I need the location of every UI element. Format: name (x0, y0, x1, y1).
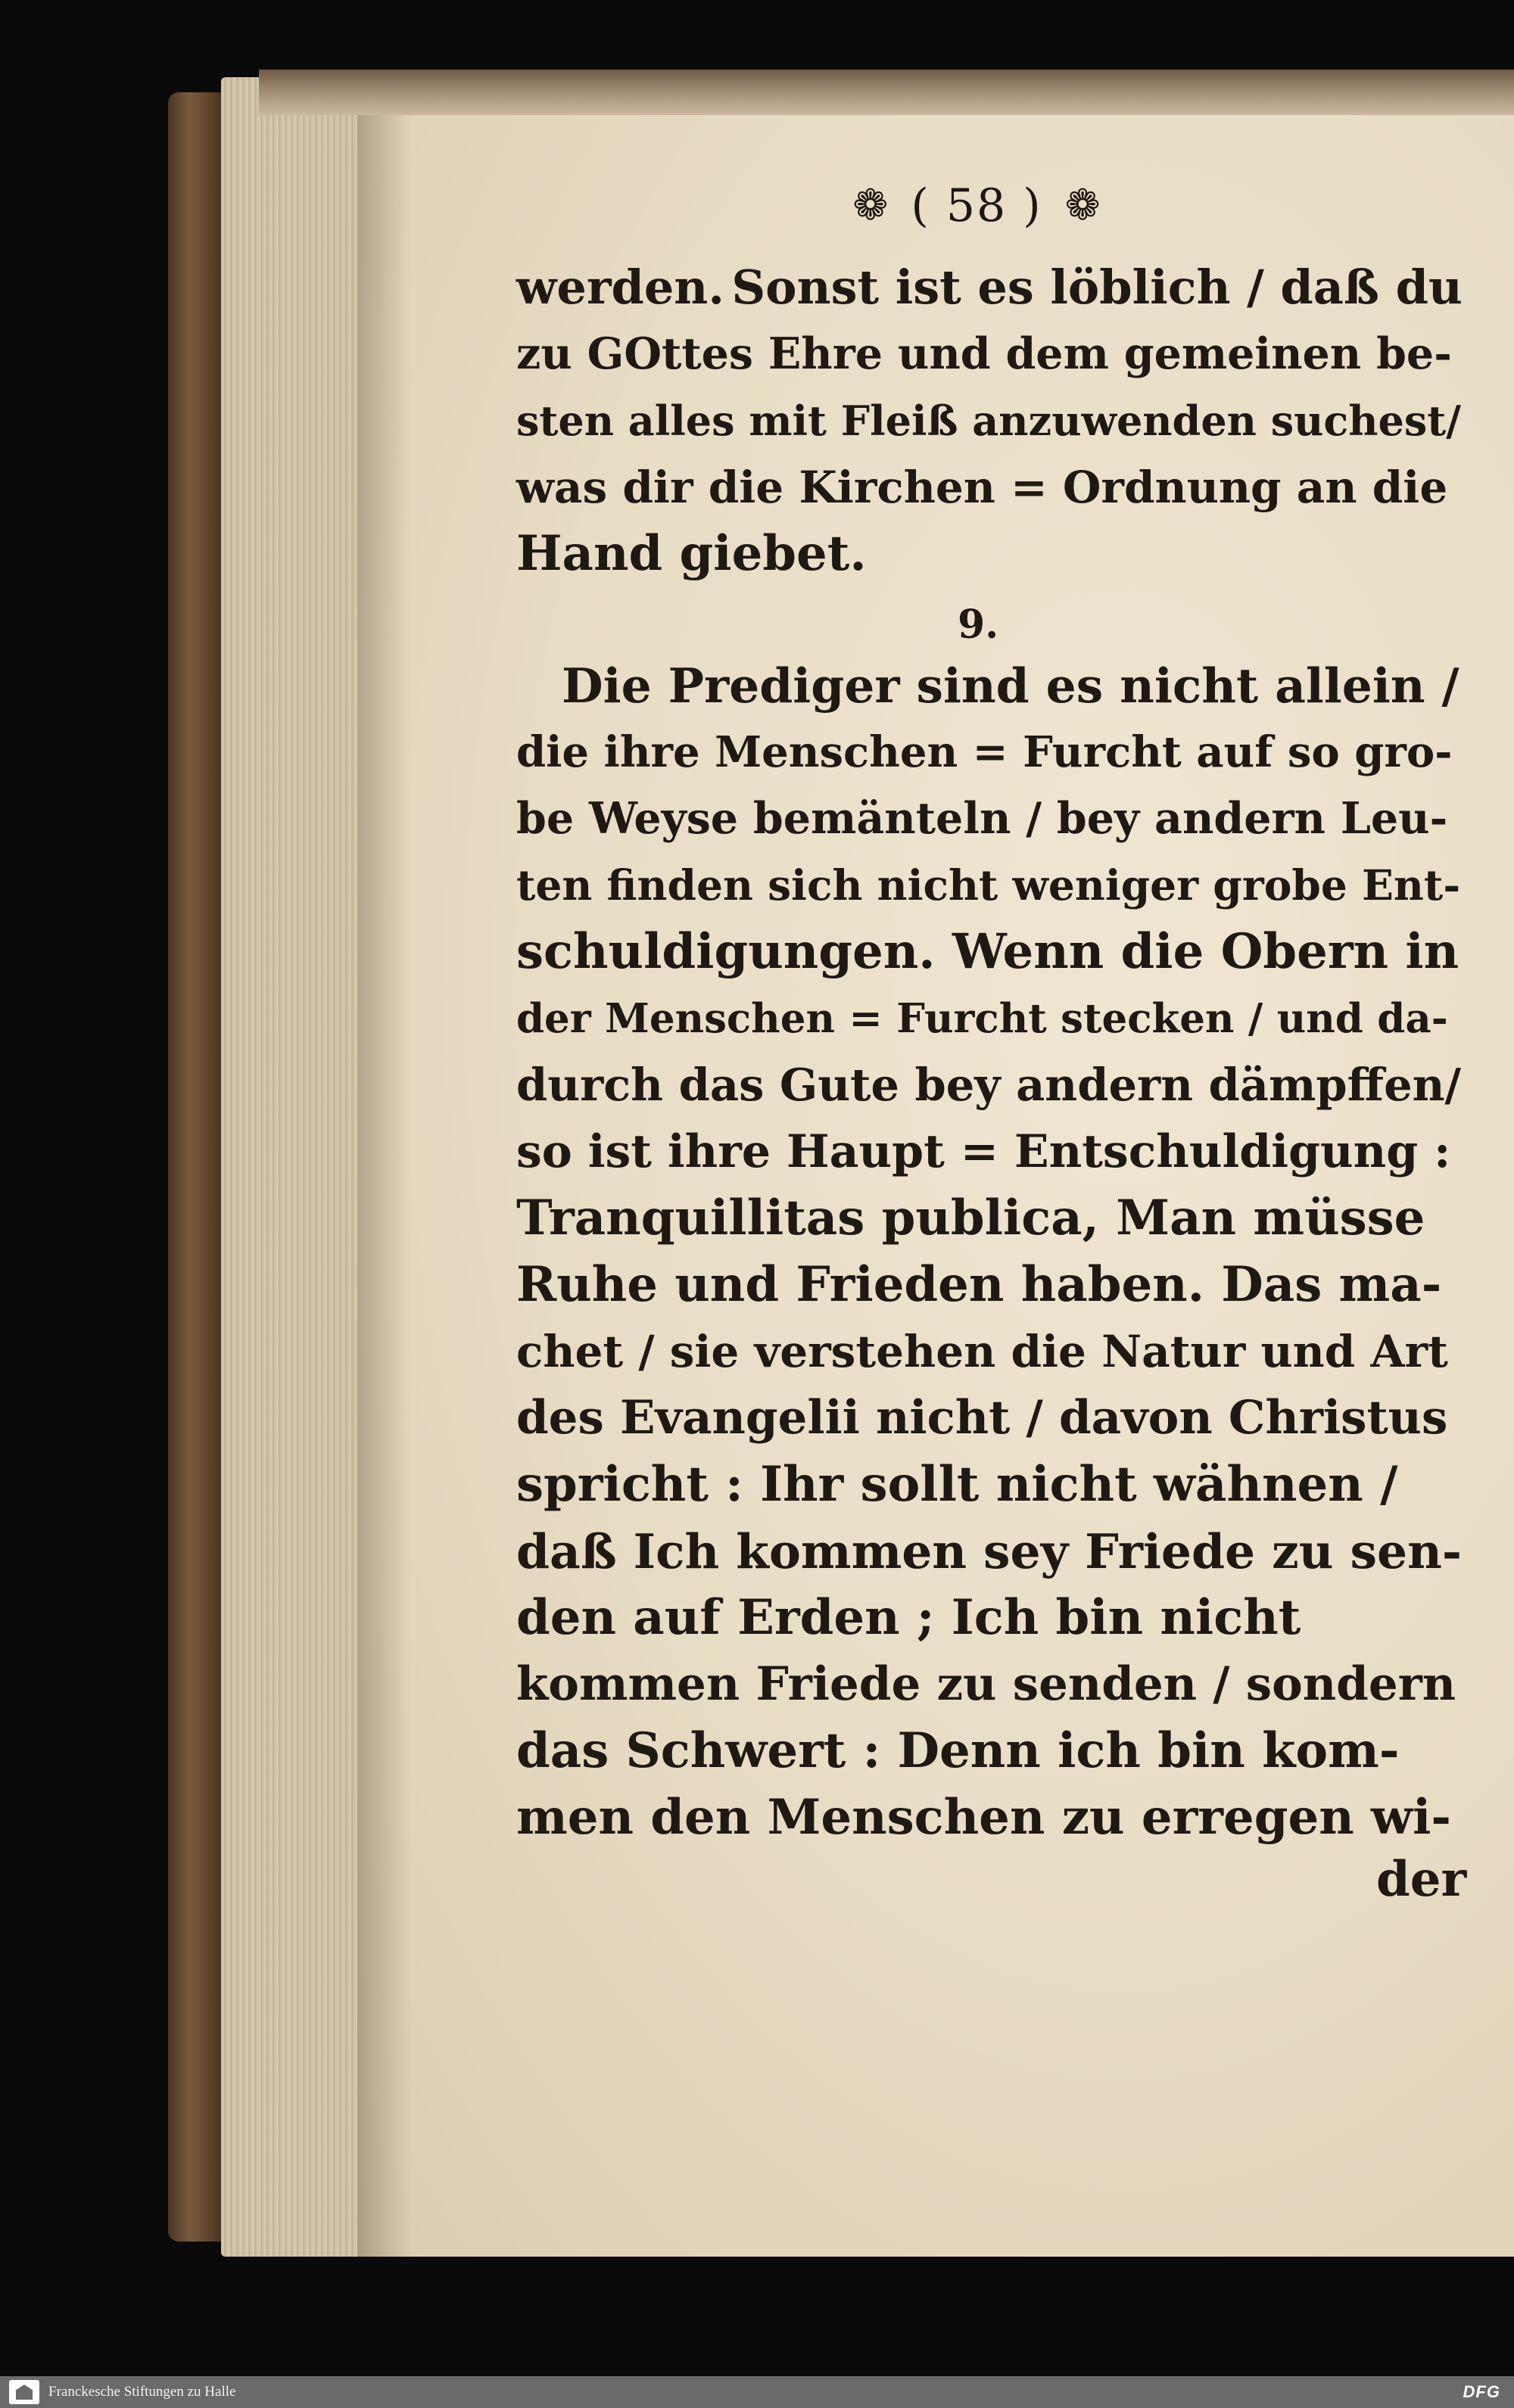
text-line: sten alles mit Fleiß anzuwenden suchest/ (516, 397, 1461, 445)
running-header (818, 176, 1136, 236)
text-line: ten finden sich nicht weniger grobe Ent- (516, 860, 1461, 910)
text-line (516, 257, 1463, 322)
text-line: was dir die Kirchen = Ordnung an die (516, 462, 1448, 513)
dfg-logo[interactable]: DFG (1463, 2382, 1500, 2401)
text-line: Ruhe und Frieden haben. Das ma- (516, 1256, 1442, 1313)
ornament-right-icon: ❁ (1064, 181, 1101, 230)
text-line: der Menschen = Furcht stecken / und da- (516, 995, 1448, 1042)
text-line: chet / sie verstehen die Natur und Art (516, 1326, 1448, 1377)
text-line: Die Prediger sind es nicht allein / (562, 658, 1459, 714)
text-line: so ist ihre Haupt = Entschuldigung : (516, 1125, 1451, 1178)
ornament-left-icon: ❁ (852, 181, 889, 230)
text-line: schuldigungen. Wenn die Obern in (516, 923, 1459, 980)
institution-name[interactable]: Franckesche Stiftungen zu Halle (48, 2384, 236, 2400)
text-line: das Schwert : Denn ich bin kom- (516, 1722, 1400, 1779)
text-line: daß Ich kommen sey Friede zu sen- (516, 1523, 1463, 1579)
page-gutter-shadow (357, 115, 410, 2257)
text-line: be Weyse bemänteln / bey andern Leu- (516, 793, 1448, 844)
text-line: Tranquillitas publica, Man müsse (516, 1190, 1425, 1246)
text-line: durch das Gute bey andern dämpffen/ (516, 1059, 1462, 1111)
catchword: der (1376, 1851, 1467, 1908)
footer-left (9, 2380, 235, 2404)
text-segment: werden. (516, 260, 724, 315)
text-line: men den Menschen zu erregen wi- (516, 1789, 1451, 1846)
text-segment: Sonst ist es löblich / daß du (731, 260, 1463, 315)
page-stack-edge (221, 77, 372, 2257)
section-number: 9. (958, 602, 999, 648)
text-line: spricht : Ihr sollt nicht wähnen / (516, 1456, 1398, 1513)
viewer-footer (0, 2376, 1514, 2408)
text-line: zu GOttes Ehre und dem gemeinen be- (516, 328, 1452, 379)
page-number: ( 58 ) (911, 179, 1042, 232)
institution-logo-icon[interactable] (9, 2380, 39, 2404)
text-line: den auf Erden ; Ich bin nicht (516, 1589, 1301, 1646)
text-line: die ihre Menschen = Furcht auf so gro- (516, 727, 1453, 777)
text-line: Hand giebet. (516, 525, 867, 582)
book-cover-spine (168, 92, 229, 2242)
page-top-edge (259, 70, 1514, 115)
text-line: des Evangelii nicht / davon Christus (516, 1391, 1448, 1445)
text-line: kommen Friede zu senden / sondern (516, 1657, 1456, 1711)
